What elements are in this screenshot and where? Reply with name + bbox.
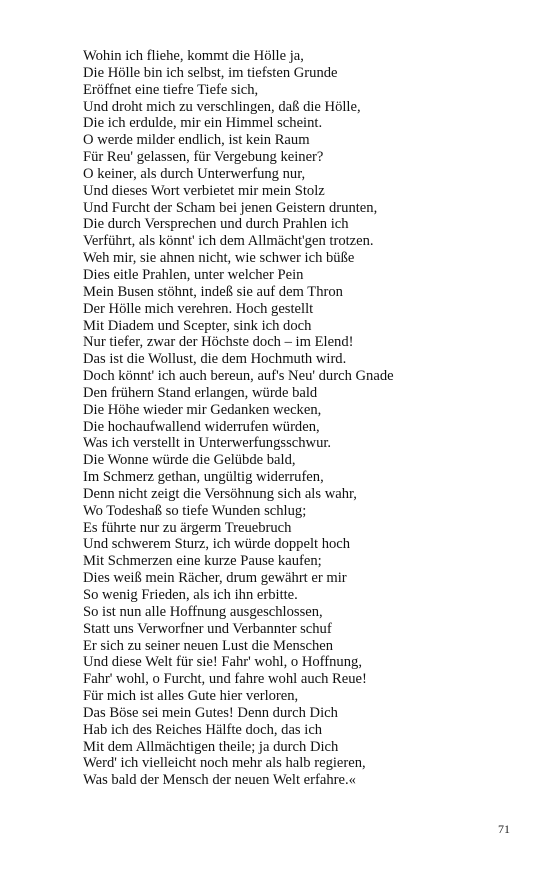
poem-line: Hab ich des Reiches Hälfte doch, das ich — [83, 721, 323, 738]
poem-line: Mit Schmerzen eine kurze Pause kaufen; — [83, 553, 322, 570]
poem-line: Die Hölle bin ich selbst, im tiefsten Grunde — [83, 64, 338, 81]
poem-line: So ist nun alle Hoffnung ausgeschlossen, — [83, 603, 323, 620]
poem-line: Was ich verstellt in Unterwerfungsschwur. — [83, 435, 332, 452]
poem-line: Werd' ich vielleicht noch mehr als halb regieren, — [83, 755, 366, 772]
poem-line: Doch könnt' ich auch bereun, auf's Neu' durch Gnade — [83, 368, 394, 385]
poem-line: Die hochaufwallend widerrufen würden, — [83, 418, 320, 435]
poem-line: Und dieses Wort verbietet mir mein Stolz — [83, 182, 325, 199]
poem-line: Die durch Versprechen und durch Prahlen ich — [83, 216, 349, 233]
poem-line: Denn nicht zeigt die Versöhnung sich als wahr, — [83, 485, 357, 502]
poem-line: Den frühern Stand erlangen, würde bald — [83, 384, 318, 401]
poem-line: Fahr' wohl, o Furcht, und fahre wohl auch Reue! — [83, 671, 367, 688]
poem-line: Und droht mich zu verschlingen, daß die Hölle, — [83, 98, 361, 115]
poem-line: O werde milder endlich, ist kein Raum — [83, 132, 310, 149]
poem-line: Er sich zu seiner neuen Lust die Menschen — [83, 637, 334, 654]
poem-line: Und diese Welt für sie! Fahr' wohl, o Hoffnung, — [83, 654, 362, 671]
poem-line: Was bald der Mensch der neuen Welt erfahre.« — [83, 772, 356, 789]
poem-line: O keiner, als durch Unterwerfung nur, — [83, 165, 306, 182]
poem-line: Die Höhe wieder mir Gedanken wecken, — [83, 401, 322, 418]
poem-line: Es führte nur zu ärgerm Treuebruch — [83, 519, 292, 536]
poem-line: Die ich erdulde, mir ein Himmel scheint. — [83, 115, 323, 132]
poem-line: Und Furcht der Scham bei jenen Geistern drunten, — [83, 199, 378, 216]
poem-line: Der Hölle mich verehren. Hoch gestellt — [83, 300, 314, 317]
poem-text — [83, 48, 523, 789]
poem-line: Statt uns Verworfner und Verbannter schuf — [83, 620, 332, 637]
poem-line: Und schwerem Sturz, ich würde doppelt hoch — [83, 536, 351, 553]
poem-line: Dies eitle Prahlen, unter welcher Pein — [83, 266, 304, 283]
poem-line: Nur tiefer, zwar der Höchste doch – im Elend! — [83, 334, 354, 351]
page-number: 71 — [498, 822, 510, 836]
poem-line: Das Böse sei mein Gutes! Denn durch Dich — [83, 704, 338, 721]
poem-line: Im Schmerz gethan, ungültig widerrufen, — [83, 469, 324, 486]
poem-line: Das ist die Wollust, die dem Hochmuth wird. — [83, 351, 347, 368]
poem-line: Mit dem Allmächtigen theile; ja durch Dich — [83, 738, 339, 755]
poem-line: Mein Busen stöhnt, indeß sie auf dem Thron — [83, 283, 343, 300]
poem-line: Für mich ist alles Gute hier verloren, — [83, 688, 299, 705]
poem-line: Dies weiß mein Rächer, drum gewährt er mir — [83, 570, 347, 587]
poem-line: Eröffnet eine tiefre Tiefe sich, — [83, 81, 259, 98]
poem-line: Mit Diadem und Scepter, sink ich doch — [83, 317, 312, 334]
poem-line: Weh mir, sie ahnen nicht, wie schwer ich büße — [83, 250, 355, 267]
poem-line: Die Wonne würde die Gelübde bald, — [83, 452, 296, 469]
poem-line: Wohin ich fliehe, kommt die Hölle ja, — [83, 48, 304, 64]
poem-line: Verführt, als könnt' ich dem Allmächt'gen trotzen. — [83, 233, 374, 250]
poem-line: Wo Todeshaß so tiefe Wunden schlug; — [83, 502, 307, 519]
poem-line: Für Reu' gelassen, für Vergebung keiner? — [83, 149, 324, 166]
poem-line: So wenig Frieden, als ich ihn erbitte. — [83, 587, 298, 603]
